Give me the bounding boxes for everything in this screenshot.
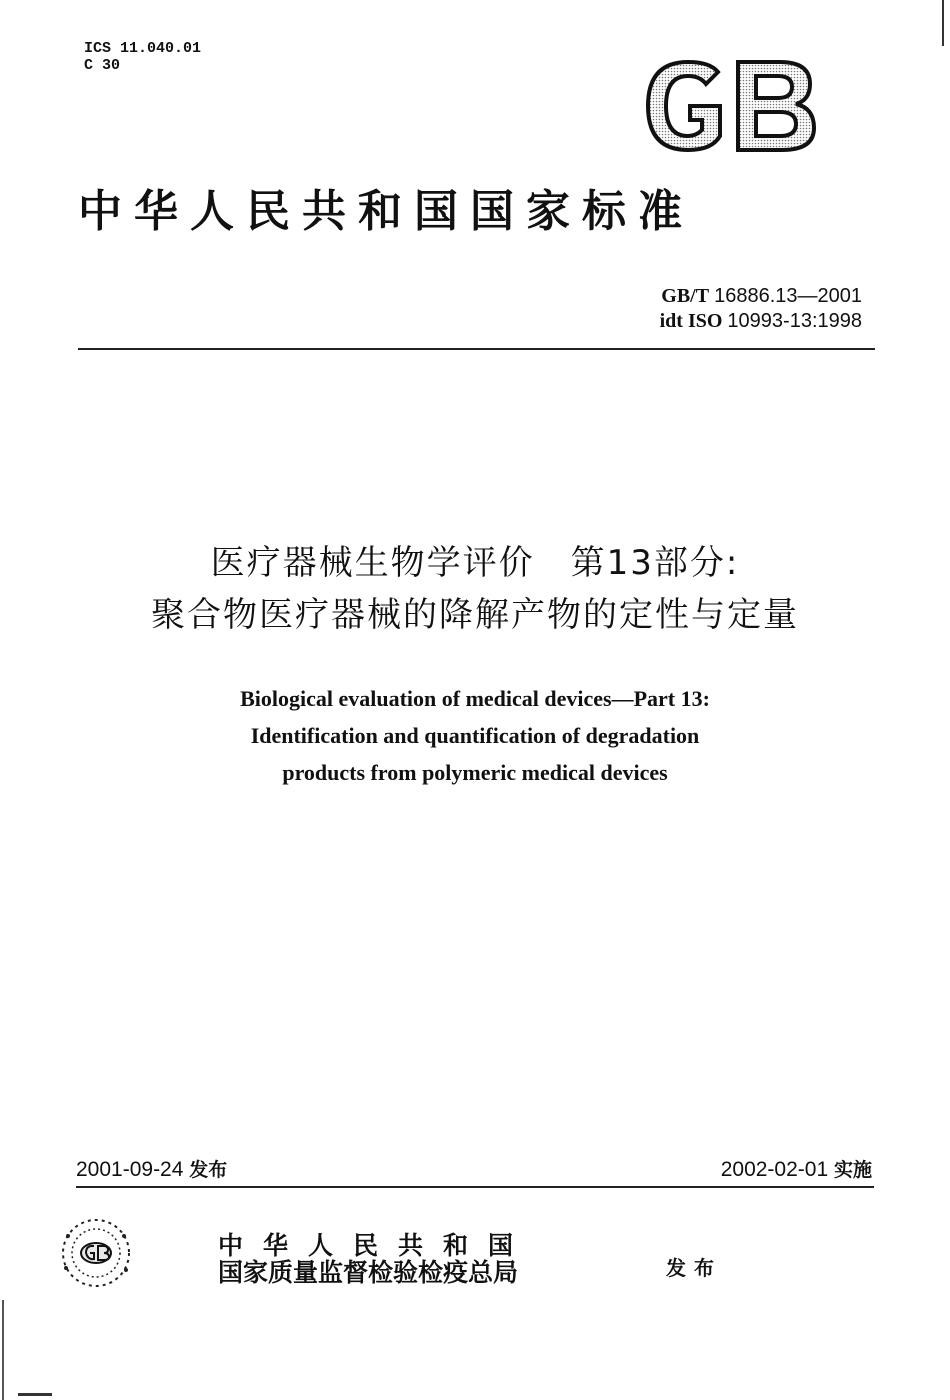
gb-logo-icon: [640, 58, 818, 154]
issue-date-block: [76, 1156, 227, 1184]
gb-number: 16886.13—2001: [714, 285, 862, 307]
national-standard-title: 中华人民共和国国家标准: [78, 186, 694, 237]
english-title: [80, 680, 870, 791]
ccs-classification: C 30: [84, 57, 121, 74]
implement-label: 实施: [833, 1159, 872, 1181]
english-title-line1: Biological evaluation of medical devices—Part 13:: [240, 686, 710, 711]
implement-date-block: [721, 1156, 872, 1184]
issuer-line1: 中华人民共和国: [218, 1231, 534, 1260]
ics-classification: ICS 11.040.01: [84, 40, 202, 57]
dates-bar: [76, 1156, 874, 1188]
implement-date: 2002-02-01: [720, 1158, 829, 1181]
publish-label: 发布: [666, 1256, 722, 1280]
issuer-line2: 国家质量监督检验检疫总局: [218, 1258, 519, 1287]
header-divider: [78, 348, 875, 350]
scan-edge-mark: [942, 0, 944, 46]
english-title-line2: Identification and quantification of degradation: [250, 723, 700, 748]
corner-mark: [18, 1393, 52, 1396]
iso-number: 10993-13:1998: [727, 310, 862, 332]
english-title-line3: products from polymeric medical devices: [282, 760, 668, 785]
issue-label: 发布: [189, 1159, 228, 1181]
scan-edge-mark-bottom: [2, 1300, 4, 1400]
ics-code: [84, 40, 201, 74]
standard-number: [540, 284, 862, 334]
chinese-title-line2: 聚合物医疗器械的降解产物的定性与定量: [151, 595, 799, 635]
iso-label: idt ISO: [659, 310, 723, 332]
issuing-authority: [218, 1232, 533, 1286]
chinese-title: [40, 537, 910, 641]
chinese-title-line1: 医疗器械生物学评价 第13部分:: [210, 543, 740, 583]
iso-number-line: [540, 309, 862, 334]
official-seal-icon: [54, 1216, 138, 1290]
issue-date: 2001-09-24: [76, 1158, 184, 1181]
gb-label: GB/T: [661, 285, 710, 307]
gb-number-line: [540, 284, 862, 309]
